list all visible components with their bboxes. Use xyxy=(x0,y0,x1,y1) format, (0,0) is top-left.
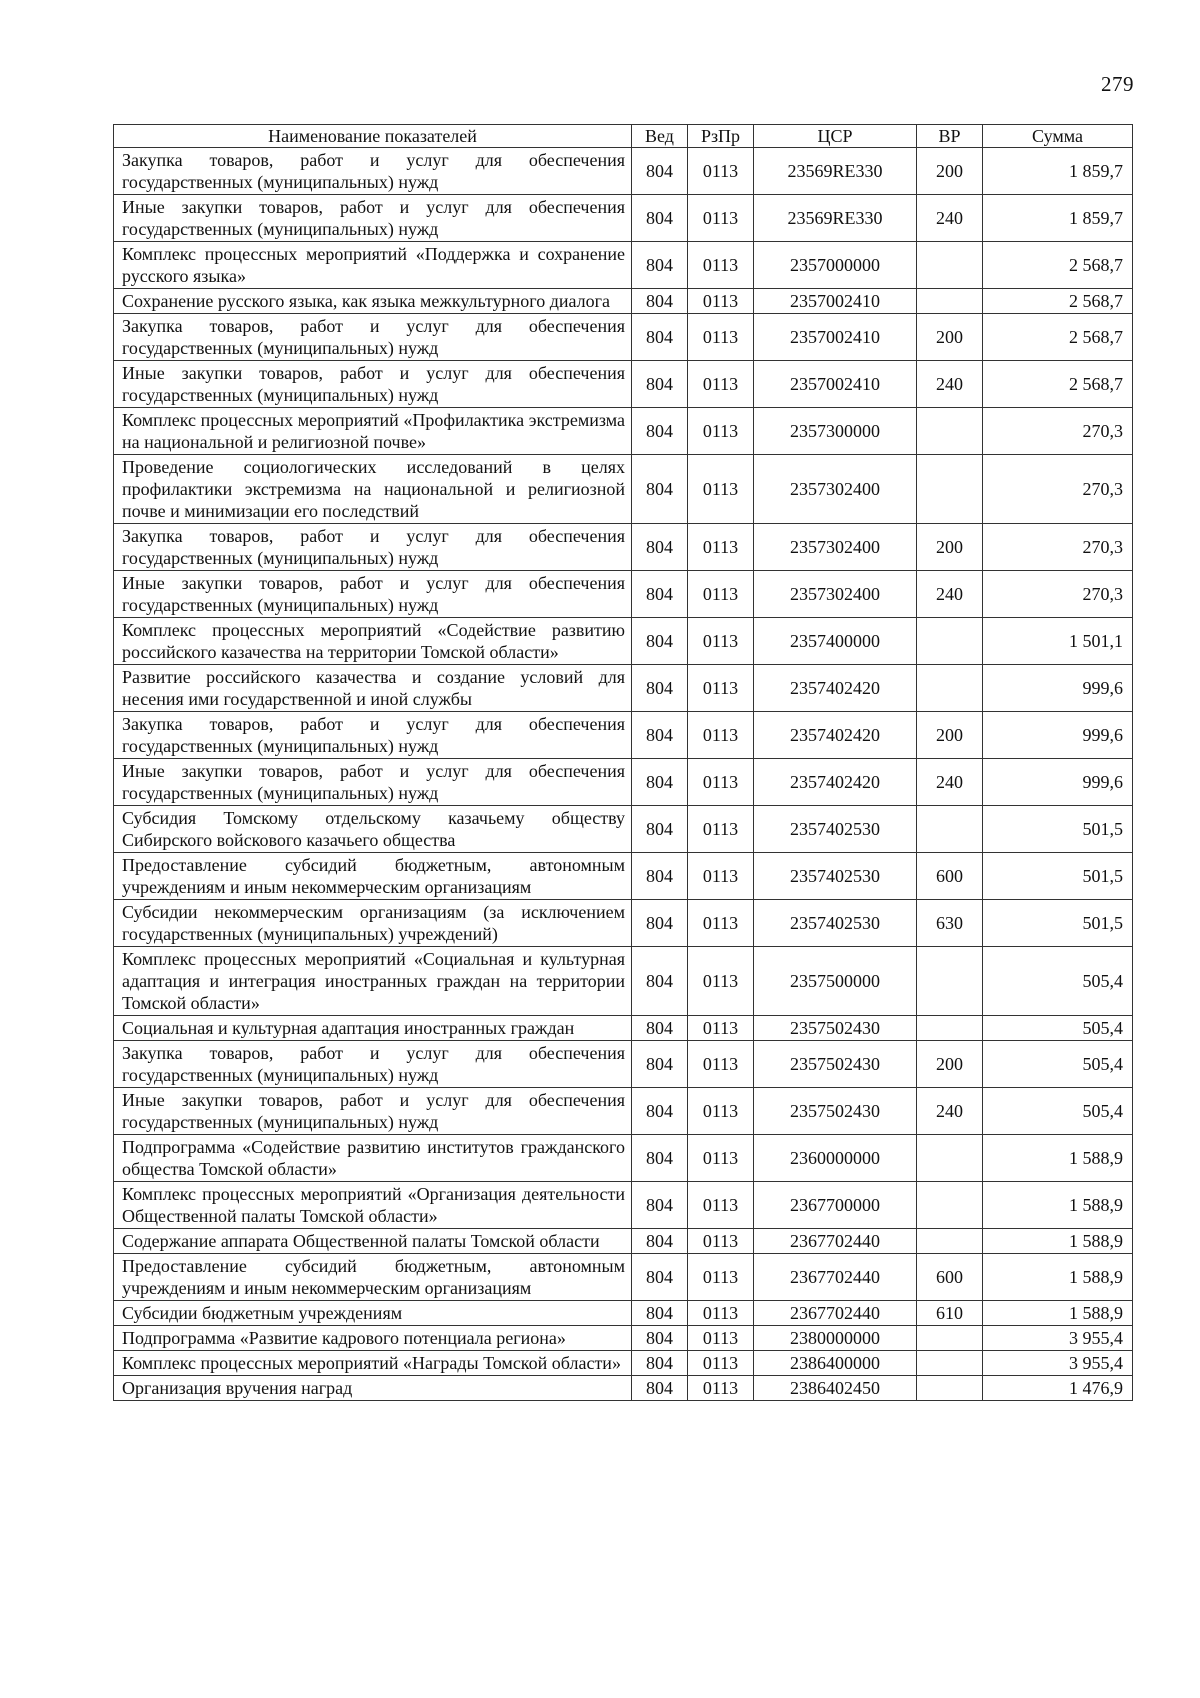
cell-csr: 2367700000 xyxy=(754,1182,917,1229)
cell-sum: 1 859,7 xyxy=(983,148,1133,195)
cell-csr: 2357300000 xyxy=(754,408,917,455)
cell-ved: 804 xyxy=(632,524,688,571)
cell-sum: 1 588,9 xyxy=(983,1301,1133,1326)
column-header-csr: ЦСР xyxy=(754,125,917,148)
cell-sum: 501,5 xyxy=(983,806,1133,853)
cell-rzpr: 0113 xyxy=(688,1182,754,1229)
cell-sum: 1 588,9 xyxy=(983,1229,1133,1254)
cell-vr: 200 xyxy=(917,314,983,361)
cell-rzpr: 0113 xyxy=(688,947,754,1016)
cell-csr: 2357502430 xyxy=(754,1041,917,1088)
cell-name: Комплекс процессных мероприятий «Организация деятельности Общественной палаты Томской области» xyxy=(114,1182,632,1229)
cell-vr: 610 xyxy=(917,1301,983,1326)
cell-vr: 600 xyxy=(917,1254,983,1301)
table-row xyxy=(114,148,1133,195)
table-row xyxy=(114,1088,1133,1135)
cell-csr: 2357502430 xyxy=(754,1016,917,1041)
cell-vr xyxy=(917,665,983,712)
column-header-vr: ВР xyxy=(917,125,983,148)
cell-ved: 804 xyxy=(632,900,688,947)
cell-vr xyxy=(917,618,983,665)
cell-csr: 2357402420 xyxy=(754,759,917,806)
cell-rzpr: 0113 xyxy=(688,1016,754,1041)
cell-vr: 240 xyxy=(917,759,983,806)
cell-name: Организация вручения наград xyxy=(114,1376,632,1401)
cell-vr: 240 xyxy=(917,571,983,618)
table-row xyxy=(114,1041,1133,1088)
cell-sum: 1 588,9 xyxy=(983,1135,1133,1182)
cell-csr: 2357002410 xyxy=(754,289,917,314)
table-row xyxy=(114,1326,1133,1351)
cell-name: Комплекс процессных мероприятий «Награды Томской области» xyxy=(114,1351,632,1376)
cell-sum: 1 588,9 xyxy=(983,1182,1133,1229)
cell-name: Комплекс процессных мероприятий «Профилактика экстремизма на национальной и религиозной почве» xyxy=(114,408,632,455)
cell-sum: 270,3 xyxy=(983,571,1133,618)
cell-rzpr: 0113 xyxy=(688,900,754,947)
cell-vr xyxy=(917,408,983,455)
table-row xyxy=(114,524,1133,571)
cell-name: Закупка товаров, работ и услуг для обеспечения государственных (муниципальных) нужд xyxy=(114,712,632,759)
cell-ved: 804 xyxy=(632,853,688,900)
cell-vr: 630 xyxy=(917,900,983,947)
table-row xyxy=(114,314,1133,361)
cell-ved: 804 xyxy=(632,1351,688,1376)
cell-rzpr: 0113 xyxy=(688,571,754,618)
cell-rzpr: 0113 xyxy=(688,314,754,361)
cell-ved: 804 xyxy=(632,759,688,806)
cell-rzpr: 0113 xyxy=(688,1301,754,1326)
cell-name: Закупка товаров, работ и услуг для обеспечения государственных (муниципальных) нужд xyxy=(114,524,632,571)
cell-name: Иные закупки товаров, работ и услуг для обеспечения государственных (муниципальных) нужд xyxy=(114,759,632,806)
cell-vr xyxy=(917,1351,983,1376)
cell-ved: 804 xyxy=(632,1041,688,1088)
cell-sum: 999,6 xyxy=(983,665,1133,712)
table-row xyxy=(114,1254,1133,1301)
cell-vr: 200 xyxy=(917,524,983,571)
cell-vr xyxy=(917,1182,983,1229)
column-header-ved: Вед xyxy=(632,125,688,148)
cell-vr: 240 xyxy=(917,195,983,242)
cell-sum: 1 476,9 xyxy=(983,1376,1133,1401)
cell-csr: 2357402420 xyxy=(754,665,917,712)
cell-name: Субсидии некоммерческим организациям (за исключением государственных (муниципальных) учреждений) xyxy=(114,900,632,947)
table-row xyxy=(114,900,1133,947)
cell-name: Сохранение русского языка, как языка межкультурного диалога xyxy=(114,289,632,314)
cell-name: Содержание аппарата Общественной палаты Томской области xyxy=(114,1229,632,1254)
cell-sum: 999,6 xyxy=(983,712,1133,759)
cell-vr xyxy=(917,1326,983,1351)
table-body xyxy=(114,148,1133,1401)
cell-csr: 2357402530 xyxy=(754,900,917,947)
cell-rzpr: 0113 xyxy=(688,195,754,242)
table-row xyxy=(114,712,1133,759)
cell-name: Закупка товаров, работ и услуг для обеспечения государственных (муниципальных) нужд xyxy=(114,148,632,195)
cell-sum: 3 955,4 xyxy=(983,1326,1133,1351)
cell-ved: 804 xyxy=(632,1135,688,1182)
cell-ved: 804 xyxy=(632,1376,688,1401)
cell-ved: 804 xyxy=(632,1254,688,1301)
cell-ved: 804 xyxy=(632,571,688,618)
cell-name: Субсидия Томскому отдельскому казачьему обществу Сибирского войскового казачьего общества xyxy=(114,806,632,853)
cell-sum: 270,3 xyxy=(983,408,1133,455)
column-header-sum: Сумма xyxy=(983,125,1133,148)
cell-ved: 804 xyxy=(632,195,688,242)
cell-rzpr: 0113 xyxy=(688,1351,754,1376)
cell-sum: 505,4 xyxy=(983,1041,1133,1088)
cell-sum: 1 859,7 xyxy=(983,195,1133,242)
cell-ved: 804 xyxy=(632,408,688,455)
cell-sum: 2 568,7 xyxy=(983,289,1133,314)
table-row xyxy=(114,1182,1133,1229)
cell-rzpr: 0113 xyxy=(688,1135,754,1182)
cell-ved: 804 xyxy=(632,314,688,361)
cell-name: Развитие российского казачества и создание условий для несения ими государственной и иной службы xyxy=(114,665,632,712)
cell-csr: 2357002410 xyxy=(754,314,917,361)
cell-sum: 270,3 xyxy=(983,455,1133,524)
cell-vr xyxy=(917,1016,983,1041)
cell-sum: 3 955,4 xyxy=(983,1351,1133,1376)
cell-ved: 804 xyxy=(632,148,688,195)
cell-vr xyxy=(917,1229,983,1254)
cell-sum: 2 568,7 xyxy=(983,314,1133,361)
cell-name: Комплекс процессных мероприятий «Социальная и культурная адаптация и интеграция иностранных граждан на территории Томской области» xyxy=(114,947,632,1016)
table-row xyxy=(114,947,1133,1016)
table-row xyxy=(114,1135,1133,1182)
cell-vr xyxy=(917,1135,983,1182)
cell-vr: 200 xyxy=(917,1041,983,1088)
cell-ved: 804 xyxy=(632,618,688,665)
cell-name: Социальная и культурная адаптация иностранных граждан xyxy=(114,1016,632,1041)
table-row xyxy=(114,361,1133,408)
cell-vr: 200 xyxy=(917,148,983,195)
cell-sum: 501,5 xyxy=(983,900,1133,947)
cell-ved: 804 xyxy=(632,947,688,1016)
cell-ved: 804 xyxy=(632,1088,688,1135)
cell-vr xyxy=(917,806,983,853)
column-header-rzpr: РзПр xyxy=(688,125,754,148)
cell-sum: 2 568,7 xyxy=(983,242,1133,289)
cell-name: Закупка товаров, работ и услуг для обеспечения государственных (муниципальных) нужд xyxy=(114,314,632,361)
column-header-name: Наименование показателей xyxy=(114,125,632,148)
cell-ved: 804 xyxy=(632,806,688,853)
cell-ved: 804 xyxy=(632,1229,688,1254)
cell-rzpr: 0113 xyxy=(688,1088,754,1135)
cell-csr: 2357502430 xyxy=(754,1088,917,1135)
cell-sum: 505,4 xyxy=(983,1088,1133,1135)
cell-csr: 2357402420 xyxy=(754,712,917,759)
cell-rzpr: 0113 xyxy=(688,1376,754,1401)
cell-name: Субсидии бюджетным учреждениям xyxy=(114,1301,632,1326)
cell-vr xyxy=(917,242,983,289)
table-row xyxy=(114,455,1133,524)
cell-name: Комплекс процессных мероприятий «Поддержка и сохранение русского языка» xyxy=(114,242,632,289)
table-row xyxy=(114,195,1133,242)
cell-sum: 505,4 xyxy=(983,947,1133,1016)
cell-sum: 2 568,7 xyxy=(983,361,1133,408)
cell-vr xyxy=(917,289,983,314)
cell-sum: 501,5 xyxy=(983,853,1133,900)
cell-csr: 2357002410 xyxy=(754,361,917,408)
cell-sum: 1 501,1 xyxy=(983,618,1133,665)
cell-csr: 2357402530 xyxy=(754,853,917,900)
cell-csr: 23569RE330 xyxy=(754,148,917,195)
table-row xyxy=(114,759,1133,806)
cell-vr: 600 xyxy=(917,853,983,900)
cell-csr: 2357302400 xyxy=(754,455,917,524)
cell-vr xyxy=(917,455,983,524)
cell-rzpr: 0113 xyxy=(688,455,754,524)
cell-sum: 999,6 xyxy=(983,759,1133,806)
table-header-row xyxy=(114,125,1133,148)
cell-csr: 2360000000 xyxy=(754,1135,917,1182)
cell-ved: 804 xyxy=(632,1326,688,1351)
table-row xyxy=(114,1351,1133,1376)
table-row xyxy=(114,1229,1133,1254)
cell-ved: 804 xyxy=(632,1301,688,1326)
table-row xyxy=(114,408,1133,455)
cell-csr: 2357500000 xyxy=(754,947,917,1016)
cell-csr: 2357000000 xyxy=(754,242,917,289)
cell-name: Закупка товаров, работ и услуг для обеспечения государственных (муниципальных) нужд xyxy=(114,1041,632,1088)
cell-rzpr: 0113 xyxy=(688,408,754,455)
cell-name: Предоставление субсидий бюджетным, автономным учреждениям и иным некоммерческим организациям xyxy=(114,853,632,900)
cell-ved: 804 xyxy=(632,242,688,289)
cell-rzpr: 0113 xyxy=(688,618,754,665)
cell-name: Иные закупки товаров, работ и услуг для обеспечения государственных (муниципальных) нужд xyxy=(114,1088,632,1135)
cell-rzpr: 0113 xyxy=(688,806,754,853)
table-row xyxy=(114,242,1133,289)
cell-rzpr: 0113 xyxy=(688,1254,754,1301)
cell-csr: 23569RE330 xyxy=(754,195,917,242)
cell-name: Иные закупки товаров, работ и услуг для обеспечения государственных (муниципальных) нужд xyxy=(114,361,632,408)
cell-rzpr: 0113 xyxy=(688,712,754,759)
table-row xyxy=(114,806,1133,853)
table-row xyxy=(114,1376,1133,1401)
table-row xyxy=(114,1301,1133,1326)
cell-rzpr: 0113 xyxy=(688,1229,754,1254)
cell-rzpr: 0113 xyxy=(688,361,754,408)
cell-csr: 2380000000 xyxy=(754,1326,917,1351)
cell-vr xyxy=(917,1376,983,1401)
cell-csr: 2357302400 xyxy=(754,524,917,571)
cell-ved: 804 xyxy=(632,289,688,314)
cell-name: Проведение социологических исследований в целях профилактики экстремизма на национальной и религиозной почве и минимизации его последствий xyxy=(114,455,632,524)
cell-ved: 804 xyxy=(632,455,688,524)
table-row xyxy=(114,665,1133,712)
cell-csr: 2357402530 xyxy=(754,806,917,853)
table-row xyxy=(114,571,1133,618)
cell-csr: 2357400000 xyxy=(754,618,917,665)
cell-name: Предоставление субсидий бюджетным, автономным учреждениям и иным некоммерческим организациям xyxy=(114,1254,632,1301)
cell-ved: 804 xyxy=(632,1182,688,1229)
cell-rzpr: 0113 xyxy=(688,665,754,712)
budget-table xyxy=(113,124,1133,1401)
cell-rzpr: 0113 xyxy=(688,524,754,571)
cell-rzpr: 0113 xyxy=(688,1326,754,1351)
cell-vr xyxy=(917,947,983,1016)
cell-rzpr: 0113 xyxy=(688,853,754,900)
cell-ved: 804 xyxy=(632,361,688,408)
cell-rzpr: 0113 xyxy=(688,148,754,195)
cell-csr: 2386400000 xyxy=(754,1351,917,1376)
cell-name: Подпрограмма «Содействие развитию институтов гражданского общества Томской области» xyxy=(114,1135,632,1182)
cell-rzpr: 0113 xyxy=(688,242,754,289)
cell-ved: 804 xyxy=(632,665,688,712)
cell-vr: 200 xyxy=(917,712,983,759)
cell-sum: 270,3 xyxy=(983,524,1133,571)
cell-vr: 240 xyxy=(917,1088,983,1135)
table-row xyxy=(114,289,1133,314)
cell-csr: 2367702440 xyxy=(754,1254,917,1301)
table-row xyxy=(114,853,1133,900)
cell-name: Комплекс процессных мероприятий «Содействие развитию российского казачества на территории Томской области» xyxy=(114,618,632,665)
table-row xyxy=(114,1016,1133,1041)
cell-ved: 804 xyxy=(632,712,688,759)
cell-csr: 2357302400 xyxy=(754,571,917,618)
cell-csr: 2367702440 xyxy=(754,1229,917,1254)
cell-sum: 505,4 xyxy=(983,1016,1133,1041)
cell-csr: 2367702440 xyxy=(754,1301,917,1326)
cell-rzpr: 0113 xyxy=(688,759,754,806)
cell-name: Иные закупки товаров, работ и услуг для обеспечения государственных (муниципальных) нужд xyxy=(114,195,632,242)
cell-vr: 240 xyxy=(917,361,983,408)
cell-name: Подпрограмма «Развитие кадрового потенциала региона» xyxy=(114,1326,632,1351)
page-number: 279 xyxy=(1101,72,1134,96)
cell-rzpr: 0113 xyxy=(688,289,754,314)
cell-ved: 804 xyxy=(632,1016,688,1041)
cell-csr: 2386402450 xyxy=(754,1376,917,1401)
table-row xyxy=(114,618,1133,665)
cell-sum: 1 588,9 xyxy=(983,1254,1133,1301)
cell-name: Иные закупки товаров, работ и услуг для обеспечения государственных (муниципальных) нужд xyxy=(114,571,632,618)
cell-rzpr: 0113 xyxy=(688,1041,754,1088)
